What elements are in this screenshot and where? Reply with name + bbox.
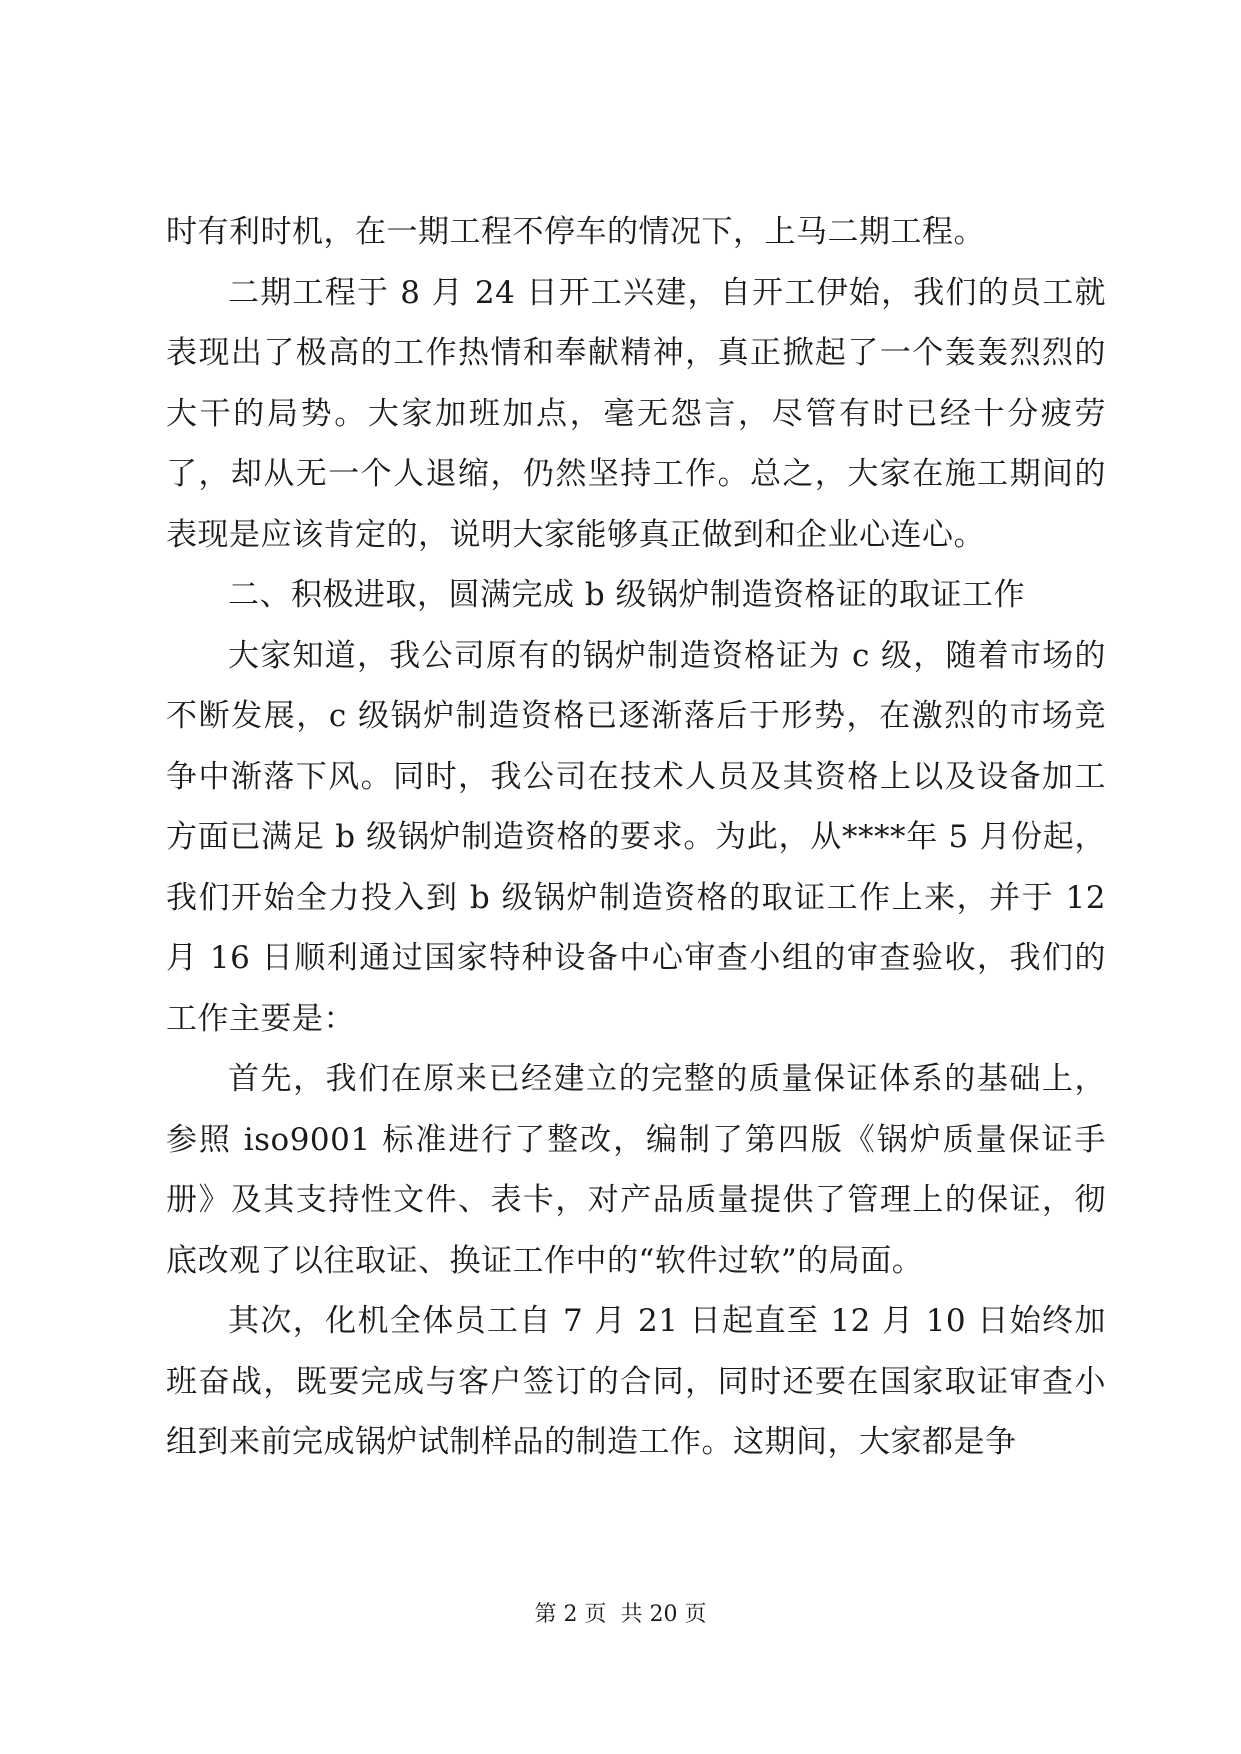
paragraph-3: 大家知道，我公司原有的锅炉制造资格证为 c 级，随着市场的不断发展，c 级锅炉制造资格已逐渐落后于形势，在激烈的市场竞争中渐落下风。同时，我公司在技术人员及其资格上以及设备加工方面已满足 b 级锅炉制造资格的要求。为此，从****年 5 月份起，我们开始全力投入到 b 级锅炉制造资格的取证工作上来，并于 12 月 16 日顺利通过国家特种设备中心审查小组的审查验收，我们的工作主要是： (166, 637, 1106, 1037)
paragraph-1: 时有利时机，在一期工程不停车的情况下，上马二期工程。 (166, 214, 985, 250)
section-heading: 二、积极进取，圆满完成 b 级锅炉制造资格证的取证工作 (228, 577, 1026, 613)
page-number: 第 2 页 共 20 页 (534, 1602, 707, 1627)
paragraph-2: 二期工程于 8 月 24 日开工兴建，自开工伊始，我们的员工就表现出了极高的工作热情和奉献精神，真正掀起了一个轰轰烈烈的大干的局势。大家加班加点，毫无怨言，尽管有时已经十分疲劳了，却从无一个人退缩，仍然坚持工作。总之，大家在施工期间的表现是应该肯定的，说明大家能够真正做到和企业心连心。 (166, 274, 1106, 553)
paragraph-4: 首先，我们在原来已经建立的完整的质量保证体系的基础上，参照 iso9001 标准进行了整改，编制了第四版《锅炉质量保证手册》及其支持性文件、表卡，对产品质量提供了管理上的保证，彻底改观了以往取证、换证工作中的“软件过软”的局面。 (166, 1061, 1106, 1279)
body-text (166, 202, 1106, 1473)
paragraph-5: 其次，化机全体员工自 7 月 21 日起直至 12 月 10 日始终加班奋战，既要完成与客户签订的合同，同时还要在国家取证审查小组到来前完成锅炉试制样品的制造工作。这期间，大家都是争 (166, 1303, 1106, 1460)
page-footer (0, 1597, 1241, 1628)
